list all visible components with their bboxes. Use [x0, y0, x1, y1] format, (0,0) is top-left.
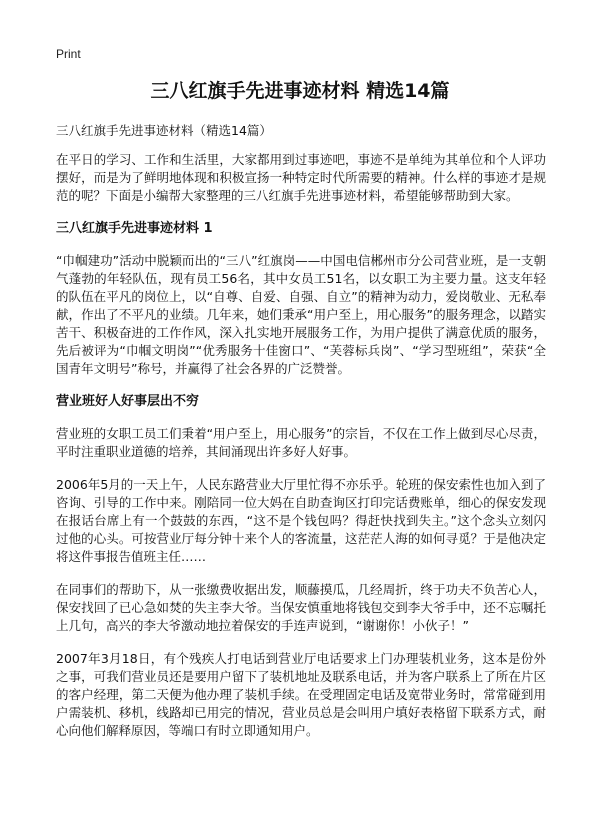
section2-paragraph-4: 2007年3月18日，有个残疾人打电话到营业厅电话要求上门办理装机业务，这本是份外之事，可我们营业员还是要用户留下了装机地址及联系电话，并为客户联系上了所在片区的客户经理，第二天便为他办理了装机手续。在受理固定电话及宽带业务时，常常碰到用户需装机、移机，线路却已用完的情况，营业员总是会叫用户填好表格留下联系方式，耐心向他们解释原因，等端口有时立即通知用户。	[56, 651, 546, 738]
section1-paragraph-1: “巾帼建功”活动中脱颖而出的“三八”红旗岗——中国电信郴州市分公司营业班，是一支朝气蓬勃的年轻队伍，现有员工56名，其中女员工51名，以女职工为主要力量。这支年轻的队伍在平凡的岗位上，以“自尊、自爱、自强、自立”的精神为动力，爱岗敬业、无私奉献，作出了不平凡的业绩。几年来，她们秉承“用户至上，用心服务”的服务理念，以踏实苦干、积极奋进的工作作风，深入扎实地开展服务工作，为用户提供了满意优质的服务，先后被评为“巾帼文明岗”“优秀服务十佳窗口”、“芙蓉标兵岗”、“学习型班组”，荣获“全国青年文明号”称号，并赢得了社会各界的广泛赞誉。	[56, 253, 546, 376]
intro-paragraph: 在平日的学习、工作和生活里，大家都用到过事迹吧，事迹不是单纯为其单位和个人评功摆好，而是为了鲜明地体现和积极宣扬一种特定时代所需要的精神。什么样的事迹才是规范的呢？下面是小编帮大家整理的三八红旗手先进事迹材料，希望能够帮助到大家。	[56, 152, 546, 203]
section2-paragraph-2: 2006年5月的一天上午，人民东路营业大厅里忙得不亦乐乎。轮班的保安索性也加入到了咨询、引导的工作中来。刚陪同一位大妈在自助查询区打印完话费账单，细心的保安发现在报话台席上有一个鼓鼓的东西，“这不是个钱包吗？得赶快找到失主。”这个念头立刻闪过他的心头。可按营业厅每分钟十来个人的客流量，这茫茫人海的如何寻觅？于是他决定将这件事报告值班主任……	[56, 477, 546, 564]
print-link[interactable]: Print	[56, 47, 81, 61]
article-subtitle: 三八红旗手先进事迹材料（精选14篇）	[56, 123, 272, 138]
section-heading-2: 营业班好人好事层出不穷	[56, 394, 200, 409]
page-title: 三八红旗手先进事迹材料 精选14篇	[150, 80, 450, 102]
article-body	[56, 122, 546, 755]
section2-paragraph-1: 营业班的女职工员工们秉着“用户至上，用心服务”的宗旨，不仅在工作上做到尽心尽责，平时注重职业道德的培养，其间涌现出许多好人好事。	[56, 426, 546, 459]
section-heading-1: 三八红旗手先进事迹材料 1	[56, 221, 213, 236]
section2-paragraph-3: 在同事们的帮助下，从一张缴费收据出发，顺藤摸瓜，几经周折，终于功夫不负苦心人，保安找回了已心急如焚的失主李大爷。当保安慎重地将钱包交到李大爷手中，还不忘嘱托上几句，高兴的李大爷激动地拉着保安的手连声说到，“谢谢你！小伙子！”	[56, 582, 546, 633]
